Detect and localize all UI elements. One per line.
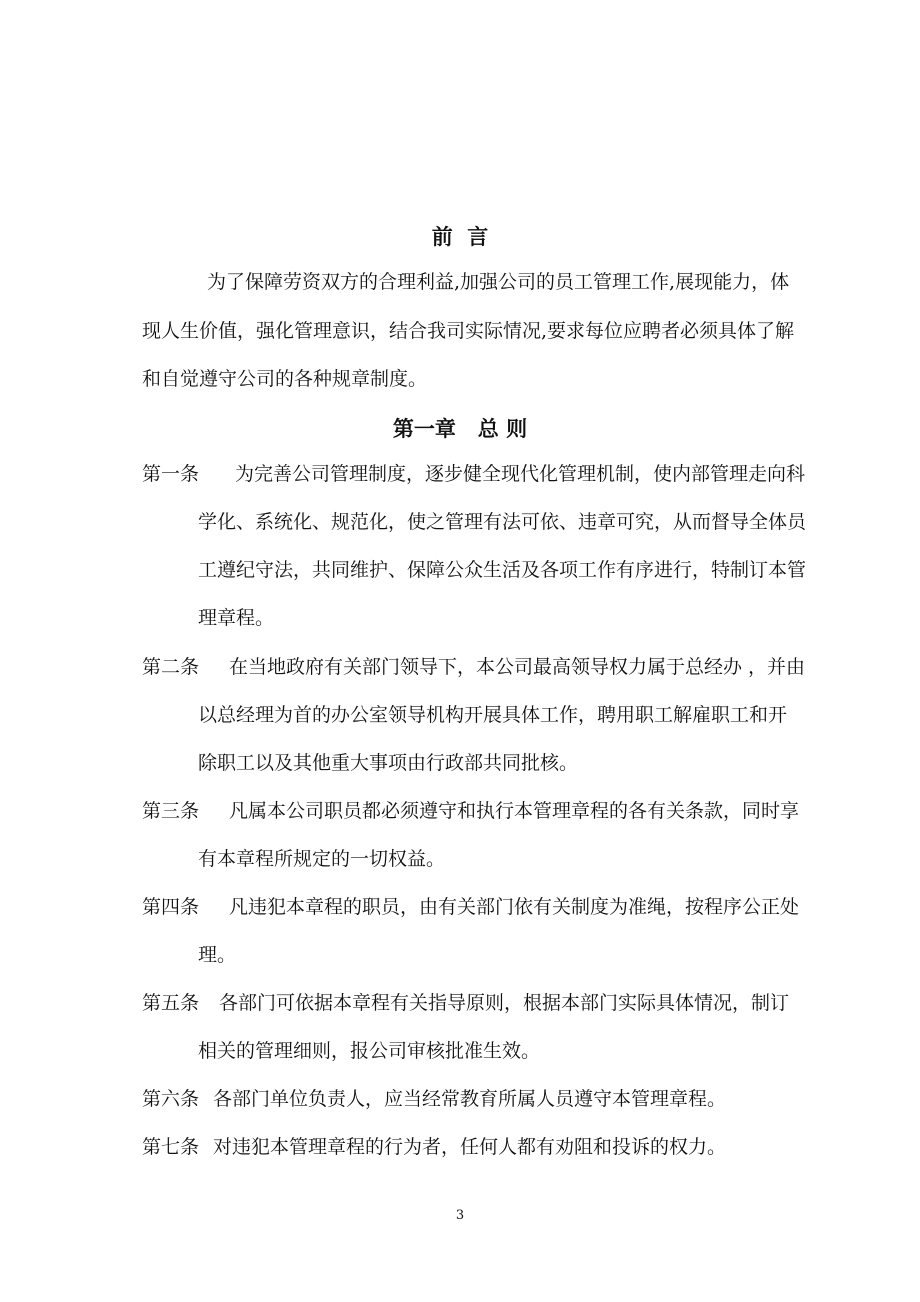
preface-line-2: 现人生价值，强化管理意识，结合我司实际情况,要求每位应聘者必须具体了解 (142, 320, 795, 342)
chapter-1-title: 第一章 总 则 (392, 416, 528, 441)
article-3-line-2: 有本章程所规定的一切权益。 (198, 848, 446, 870)
article-5-line-2: 相关的管理细则，报公司审核批准生效。 (198, 1040, 541, 1062)
preface-line-1: 为了保障劳资双方的合理利益,加强公司的员工管理工作,展现能力，体 (207, 271, 790, 293)
article-1-label: 第一条 (142, 463, 200, 485)
article-1-line-4: 理章程。 (198, 607, 275, 629)
preface-title: 前 言 (431, 224, 489, 249)
article-2-label: 第二条 (142, 656, 200, 678)
article-4-line-1: 凡违犯本章程的职员，由有关部门依有关制度为准绳，按程序公正处 (229, 896, 800, 918)
article-4-line-2: 理。 (198, 944, 237, 966)
article-6-line-1: 各部门单位负责人，应当经常教育所属人员遵守本管理章程。 (213, 1088, 727, 1110)
article-1-line-2: 学化、系统化、规范化，使之管理有法可依、违章可究，从而督导全体员 (198, 511, 807, 533)
article-3-line-1: 凡属本公司职员都必须遵守和执行本管理章程的各有关条款，同时享 (229, 800, 800, 822)
article-1-line-3: 工遵纪守法，共同维护、保障公众生活及各项工作有序进行，特制订本管 (198, 559, 807, 581)
article-5-line-1: 各部门可依据本章程有关指导原则，根据本部门实际具体情况，制订 (219, 992, 790, 1014)
preface-line-3: 和自觉遵守公司的各种规章制度。 (142, 368, 428, 390)
article-7-label: 第七条 (142, 1136, 200, 1158)
article-2-line-1: 在当地政府有关部门领导下，本公司最高领导权力属于总经办 ，并由 (229, 656, 806, 678)
article-7-line-1: 对违犯本管理章程的行为者，任何人都有劝阻和投诉的权力。 (213, 1136, 727, 1158)
article-2-line-3: 除职工以及其他重大事项由行政部共同批核。 (198, 752, 579, 774)
page-number: 3 (455, 1208, 465, 1223)
article-6-label: 第六条 (142, 1088, 200, 1110)
article-3-label: 第三条 (142, 800, 200, 822)
article-4-label: 第四条 (142, 896, 200, 918)
article-2-line-2: 以总经理为首的办公室领导机构开展具体工作，聘用职工解雇职工和开 (198, 704, 788, 726)
article-1-line-1: 为完善公司管理制度，逐步健全现代化管理机制，使内部管理走向科 (235, 463, 806, 485)
article-5-label: 第五条 (142, 992, 200, 1014)
